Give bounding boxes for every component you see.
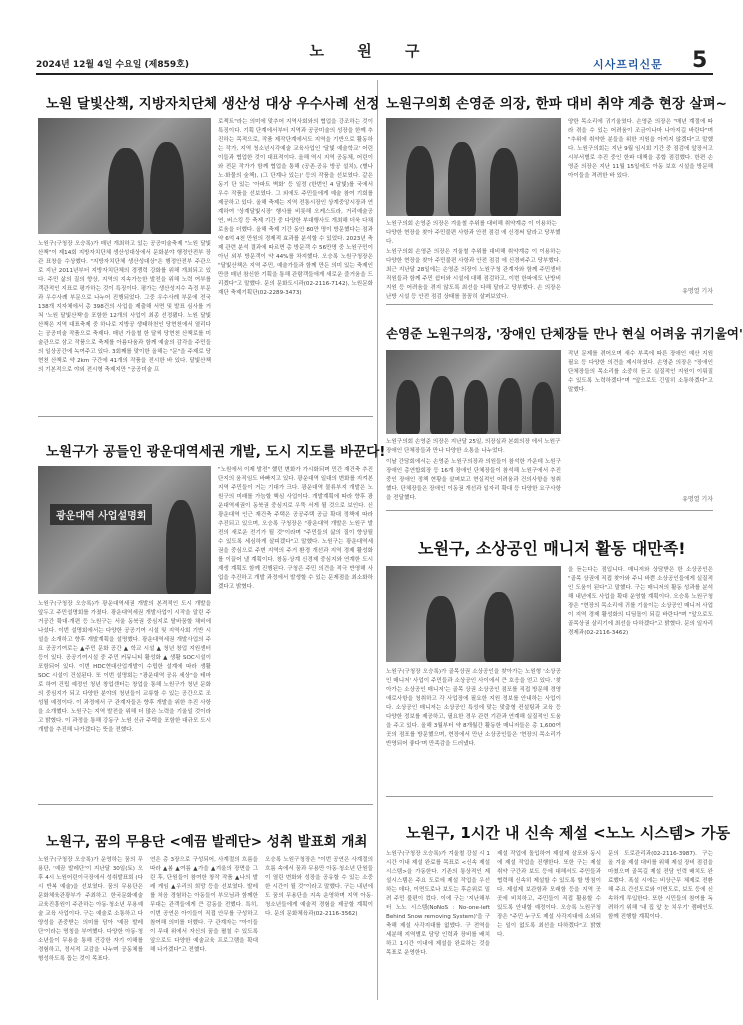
article6-headline: 노원구, 소상공인 매니저 활동 대만족! [418,539,686,558]
column-divider [377,80,378,1000]
article7-body-col1: 노원구(구청장 오승록)가 겨울철 강설 시 1시간 이내 제설 완료를 목표로 <신속 제설시스템>을 가동한다. 기존의 통상적인 제설시스템은 주요 도로에 제설 작업을 우선하는 데다, 이면도로나 보도는 후순위로 밀려 주민 불편이 컸다. 이에 구는 '지난해부터 노노 시스템(NoNoS : No-one-left Behind Snow removing System)'을 구축해 제설 사각지대를 없앴다. 구 전역을 세분해 지역별로 담당 인력과 장비를 배치하고 1시간 이내에 제설을 완료하는 것을 목표로 운영한다. [386,851,490,956]
article1-headline: 노원 달빛산책, 지방자치단체 생산성 대상 우수사례 선정 [46,96,380,112]
article5-byline: 유명열 기자 [682,496,713,503]
article6-photo [386,566,561,662]
article2-body-col2: "노원에서 이제 발전" 했던 변화가 가시화되며 민간 재건축 추진단지의 움직임도 바빠지고 있다. 광운대역 일대의 변화를 지켜본 지역 주민들이 거는 기대가 크다. 광운대역 물류부지 개발은 노원구의 미래를 가늠할 핵심 사업이다. 개발계획에 따라 향후 광운대역세권이 동북권 중심지로 우뚝 서게 될 것으로 보인다. 신광운대역 인근 재건축 주택은 공공주택 공급 확대 정책에 따라 추진되고 있으며, 오승록 구청장은 "광운대역 개발은 노원구 발전의 새로운 전기가 될 것"이라며 "주민들의 삶의 질이 향상될 수 있도록 세심하게 살피겠다"고 말했다. 노원구는 광운대역세권을 중심으로 주변 지역의 주거 환경 개선과 지역 경제 활성화를 이끌어 낼 계획이다. 창동·상계 신경제 중심지와 연계한 도시 재생 계획도 함께 진행된다. 구청은 주민 의견을 적극 반영해 사업을 추진하고 개발 과정에서 발생할 수 있는 문제점을 최소화하겠다고 밝혔다. [218,467,373,590]
article5-photo [386,350,561,434]
paper-logo: 시사프리신문 [593,58,663,71]
article5-rule [386,510,713,511]
article4-byline: 유명열 기자 [682,288,713,295]
article1-body-col2: 로젝트"라는 의미에 맞추어 지역사회와의 협업을 강조하는 것이 특징이다. 기획 단계에서부터 지역과 공공미술의 성장을 한께 추진하는 목적으로, 작품 제작단계에서도 지역을 기반으로 활동하는 작가, 지역 청소년시각예술 교육사업인 '달빛 예술학교' 어린이들과 협업한 것이 대표적이다. 올해 역시 지역 공동체, 어린이와 전문 작가가 함께 협업을 통해 (공존·공유 방공 설치), (별나노·화물의 숲책), (그 단계나 있는)' 등의 작품을 선보였다. 같은 동기 단 있는 ‘아파트 벽화’ 등 일정 (한번인 4 달빛)를 국에서 우수 작품을 선보였다. 그 외에도 주민들에게 예술 참여 기회를 제공하고 있다. 올해 축제는 지역 전통시장인 상계중앙시장과 연계하여 '상계달빛시장' 행사를 비롯해 오케스트라, 거리예술공연, 버스킹 등 축제 기간 중 다양한 부대행사도 개최해 더욱 다채로움을 더했다. 올해 축제 기간 동안 80만 명이 방문했다는 점과 약 6억 4천 만원의 경제적 효과를 분석할 수 있었다. 2023년 축제 관련 분석 결과에 따르면 총 방문객 수 56만명 중 노원구민이 아닌 외부 방문객이 약 44%를 차지했다. 오승록 노원구청장은 "달빛산책은 지역 주민, 예술가들과 함께 만든 의미 있는 축제인 만큼 매년 참신한 기획을 통해 관람객들에게 새로운 즐거움을 드리겠다"고 말했다. 문의 문화도시과(02-2116-7142), 노원문화재단 축제기획단(02-2289-3473) [218,119,373,296]
article6-body-col2: 을 듣는다는 점입니다. 매니저와 상담받은 한 소상공인은 "골목 상권에 직접 찾아와 주니 바쁜 소상공인들에게 실질적인 도움이 된다"고 말했다. 구는 매니저의 활동 성과를 분석해 내년에도 사업을 확대 운영할 계획이다. 오승록 노원구청장은 "현장의 목소리에 귀를 기울이는 소상공인 매니저 사업이 지역 경제 활성화의 디딤돌이 되길 바란다"며 "앞으로도 골목상권 살리기에 최선을 다하겠다"고 밝혔다. 문의 일자리경제과(02-2116-3462) [568,567,713,636]
article1-rule [38,416,373,417]
article2-headline: 노원구가 공들인 광운대역세권 개발, 도시 지도를 바꾼다! [46,444,386,460]
article1-photo [38,118,211,234]
article4-body-col1: 노원구의회 손영준 의장은 겨울철 추위를 대비해 취약계층 이 이용하는 다양한 현장을 찾아 주민불편 사항과 안전 점검 에 신경써주고 당부했다. 최근 지난달 28일에는 손영준 의장이 노원구청 관계자와 함께 주민센터 직원들과 함께 주민 쉼터와 시설에 대해 점검하고, 이번 한파에도 난방비 지원 등 어려움을 겪지 않도록 최선을 다해 달라고 당부했다. 손 의장은 난방 시설 등 안전 점검 상태를 꼼꼼히 살펴보았다. [386,249,561,300]
page-number: 5 [692,48,708,73]
article6-body-col1: 노원구(구청장 오승록)가 골목상권 소상공인을 찾아가는 노원형 '소상공인 매니저' 사업이 주민들과 소상공인 사이에서 큰 호응을 얻고 있다. '찾아가는 소상공인 매니저'는 골목 상권 소상공인 점포를 직접 방문해 경영 애로사항을 청취하고 각 사업장에 필요한 지원 정보를 안내하는 사업이다. 소상공인 매니저는 소상공인 특성에 맞는 맞춤형 컨설팅과 교육 등 다양한 정보를 제공하고, 필요한 경우 관련 기관과 연계해 실질적인 도움을 주고 있다. 올해 3월부터 약 8개월간 활동한 매니저들은 총 1,600여 곳의 점포를 방문했으며, 현장에서 만난 소상공인들은 '현장의 목소리가 반영되어 좋다'며 만족감을 드러냈다. [386,669,561,747]
article4-headline: 노원구의회 손영준 의장, 한파 대비 취약 계층 현장 살펴~ [386,96,727,112]
article2-body-col1: 노원구(구청장 오승록)가 광운대역세권 개발의 본격적인 도시 개발을 앞두고 주민설명회를 가졌다. 광운대역세권 개발사업이 시작을 알린 주거공간 확대·개편 등 노원구는 서울 동북권 중심지로 탈바꿈할 채비에 나섰다. 이번 설명회에서는 다양한 공공기여 시설 및 지역사회 기반 시설을 소개하고 향후 개발계획을 설명했다. 광운대역세권 개발사업의 주요 공공기여로는 ▲주민 문화 공간 ▲ 학교 시설 ▲ 청년 창업 지원센터 등이 있다. 공공기여시설 중 주민 커뮤니티 활성화 ▲ 생활 SOC시설이 포함되어 있다. 이번 HDC현대산업개발이 수립한 설계에 따라 생활 SOC 시설이 건설된다. 또 이번 설명회는 "광운대역 공유 세상"을 테마로 하여 건립 예정인 청년 창업센터는 창업을 통해 노원구가 청년 문화의 중심지가 되고 다양한 분야의 청년들이 교류할 수 있는 공간으로 조성될 예정이다. 이 과정에서 구 관계자들은 향후 개발을 위한 추진 사항을 소개했다. 노원구는 지역 발전을 위해 더 많은 노력을 기울일 것이라고 밝혔다. 이 과정을 통해 강동구 노원 신규 주택을 포함한 대규모 도시 개발을 추진해 나가겠다는 뜻을 전했다. [38,601,211,733]
article3-body-col1: 노원구(구청장 오승록)가 운영하는 꿈의 무용단, '예끔 발레단'이 지난달 30일(토) 오후 4시 노원어린이극장에서 성취발표회 (다시 반복 예술)을 선보였다. 꿈의 무용단은 문화체육관광부가 주최하고 한국문화예술교육진흥원이 주관하는 아동·청소년 무용예술 교육 사업이다. 구는 예술로 소통하고 다양성을 존중받는 의미를 담아 '예끔 발레단'이라는 명칭을 부여했다. 다양한 아동·청소년들이 무용을 통해 건강한 자기 이해를 경험하고, 정서적 교감을 나누며 공동체를 형성하도록 돕는 것이 목표다. [38,857,143,962]
issue-date: 2024년 12월 4일 수요일 (제859호) [36,60,189,70]
article6-rule [386,796,713,797]
article2-rule [38,804,373,805]
article4-rule [386,304,713,305]
article3-body-col2: 연은 총 3장으로 구성되어, 사계절의 흐름을 따라 ▲봄 ▲여름 ▲가을 ▲겨울의 장면을 그린 후, 단원들이 참여한 창작 작품 ▲나의 발레 게임 ▲우리의 희망 등을 선보였다. 발레를 처음 경험하는 아동들이 부모님과 함께한 무대는 관객들에게 큰 감동을 전했다. 특히, 이번 공연은 아이들이 직접 안무를 구성하고 참여해 의미를 더했다. 구 관계자는 "아이들이 무대 위에서 자신의 꿈을 펼칠 수 있도록 앞으로도 다양한 예술교육 프로그램을 확대해 나가겠다"고 전했다. [150,857,258,953]
article4-body-col2: 양한 목소리에 귀기울였다. 손영준 의장은 "매년 계절에 따라 겪을 수 있는 어려움이 조금이나마 나아지길 바란다"며 "추위에 취약한 분들을 위한 지원을 아끼지 않겠다"고 말했다. 노원구의회는 지난 9월 임시회 기간 중 점검에 앞장서고 시부서별로 추진 중인 한파 대책을 종합 점검했다. 한편 손영준 의장은 지난 11월 15일에도 아동 보호 시설을 방문해 아이들을 격려한 바 있다. [568,119,713,179]
section-title: 노 원 구 [309,42,434,60]
article7-body-col2: 제설 작업에 돌입하여 제설제 살포와 동시에 제설 작업을 진행한다. 또한 구는 제설 취약 구간과 보도 등에 대해서도 주민들과 협력해 신속히 제설할 수 있도록 할 방침이다. 제설제 보관함과 모래함 등을 지역 곳곳에 비치하고, 주민들이 직접 활용할 수 있도록 안내할 예정이다. 오승록 노원구청장은 "주민 누구도 제설 사각지대에 소외되는 일이 없도록 최선을 다하겠다"고 밝혔다. [497,851,601,938]
article5-headline: 손영준 노원구의장, '장애인 단체장들 만나 현실 어려움 귀기울여' [386,326,743,341]
article5-body-col1: 이날 간담회에서는 손영준 노원구의장과 의원들이 참석한 가운데 노원구 장애인 총연합회장 등 16개 장애인 단체장들이 참석해 노원구에서 추진 중인 장애인 정책 현황을 살펴보고 현실적인 어려움과 건의사항을 청취했다. 단체장들은 장애인 이동권 개선과 일자리 확대 등 다양한 요구사항을 전달했다. [386,459,561,501]
article3-headline: 노원구, 꿈의 무용단 <예끔 발레단> 성취 발표회 개최 [46,834,368,850]
article5-body-col2: 작년 문제를 겪어오며 새수 부족에 따른 장애인 예산 지원 필요 등 다양한 의견을 제시하였다. 손영준 의장은 "장애인 단체장들의 목소리를 소중히 듣고 실질적인 지원이 이뤄질 수 있도록 노력하겠다"며 "앞으로도 긴밀히 소통하겠다"고 말했다. [568,351,713,393]
article2-photo-banner: 광운대역 사업설명회 [50,504,152,525]
article1-body-col1: 노원구(구청장 오승록)가 매년 개최하고 있는 공공미술축제 "노원 달빛산책"이 제14회 지방자치단체 생산성대상에서 문화분야 행정안전부 장관 표창을 수상했다. "지방자치단체 생산성대상"은 행정안전부 주관으로 지난 2011년부터 지방자치단체의 경쟁력 강화를 위해 개최되고 있다. 주민 삶의 질의 향상, 지역의 지속가능한 발전을 위해 노력 여부를 객관적인 지표로 평가하는 것이 특징이다. 평가는 생산성지수 측정 부문과 우수사례 부문으로 나누어 진행되었다. 그중 우수사례 부문에 전국 138개 지자체에서 총 398건의 사업을 제출해 서면 및 발표 심사를 거쳐 '노원 달빛산책'을 포함한 12개의 사업이 최종 선정됐다. 노원 달빛산책은 지역 대표축제 중 하나로 지방공 생태하천인 당현천에서 열리다는 공공미술 작품으로 축제다. 매년 가을철 한 달씩 당현천 산책로를 미술관으로 삼고 작품으로 축제를 아름다움과 함께 예술의 감각을 주민들의 일상공간에 녹여주고 있다. 3회째를 맞이한 올해는 "문"을 주제로 당현천 산책로 약 2km 구간에 41개의 작품을 전시한 바 있다. 달빛산책의 기본적으로 야외 전시형 축제지만 "공공미술 프 [38,241,211,373]
article5-caption: 노원구의회 손영준 의장은 지난달 25일, 의장실과 본회의장 에서 노원구 장애인 단체장들과 만나 다양한 소통을 나누었다. [386,439,561,454]
header-rule [36,73,713,75]
article4-photo [386,118,561,216]
article4-caption: 노원구의회 손영준 의장은 겨울철 추위를 대비해 취약계층 이 이용하는 다양한 현장을 찾아 주민불편 사항과 안전 점검 에 신경써 달라고 당부했다. [386,221,561,245]
article7-body-col3: 문의 도로관리과(02-2116-3987). 구는 올 겨울 제설 대비를 위해 제설 장비 점검을 마쳤으며 골목길 제설 전담 인력 배치도 완료했다. 폭설 시에는 비상근무 체제로 전환해 주요 간선도로와 이면도로, 보도 등에 신속하게 투입한다. 또한 시민들의 참여를 독려하기 위해 '내 집 앞 눈 치우기' 캠페인도 함께 진행할 계획이다. [608,851,713,920]
article3-body-col3: 오승록 노원구청장은 "이번 공연은 사계절의 흐름 속에서 꿈과 무용만 아동·청소년 단원들이 열린 변화와 성장을 공유할 수 있는 소중한 시간이 될 것"이라고 말했다. 구는 내년에도 꿈의 무용단을 지속 운영하며 지역 아동·청소년들에게 예술적 경험을 제공할 계획이다. 문의 문화체육과(02-2116-3562) [265,857,373,917]
article2-photo [38,466,211,594]
article7-headline: 노원구, 1시간 내 신속 제설 <노노 시스템> 가동 [406,824,731,842]
